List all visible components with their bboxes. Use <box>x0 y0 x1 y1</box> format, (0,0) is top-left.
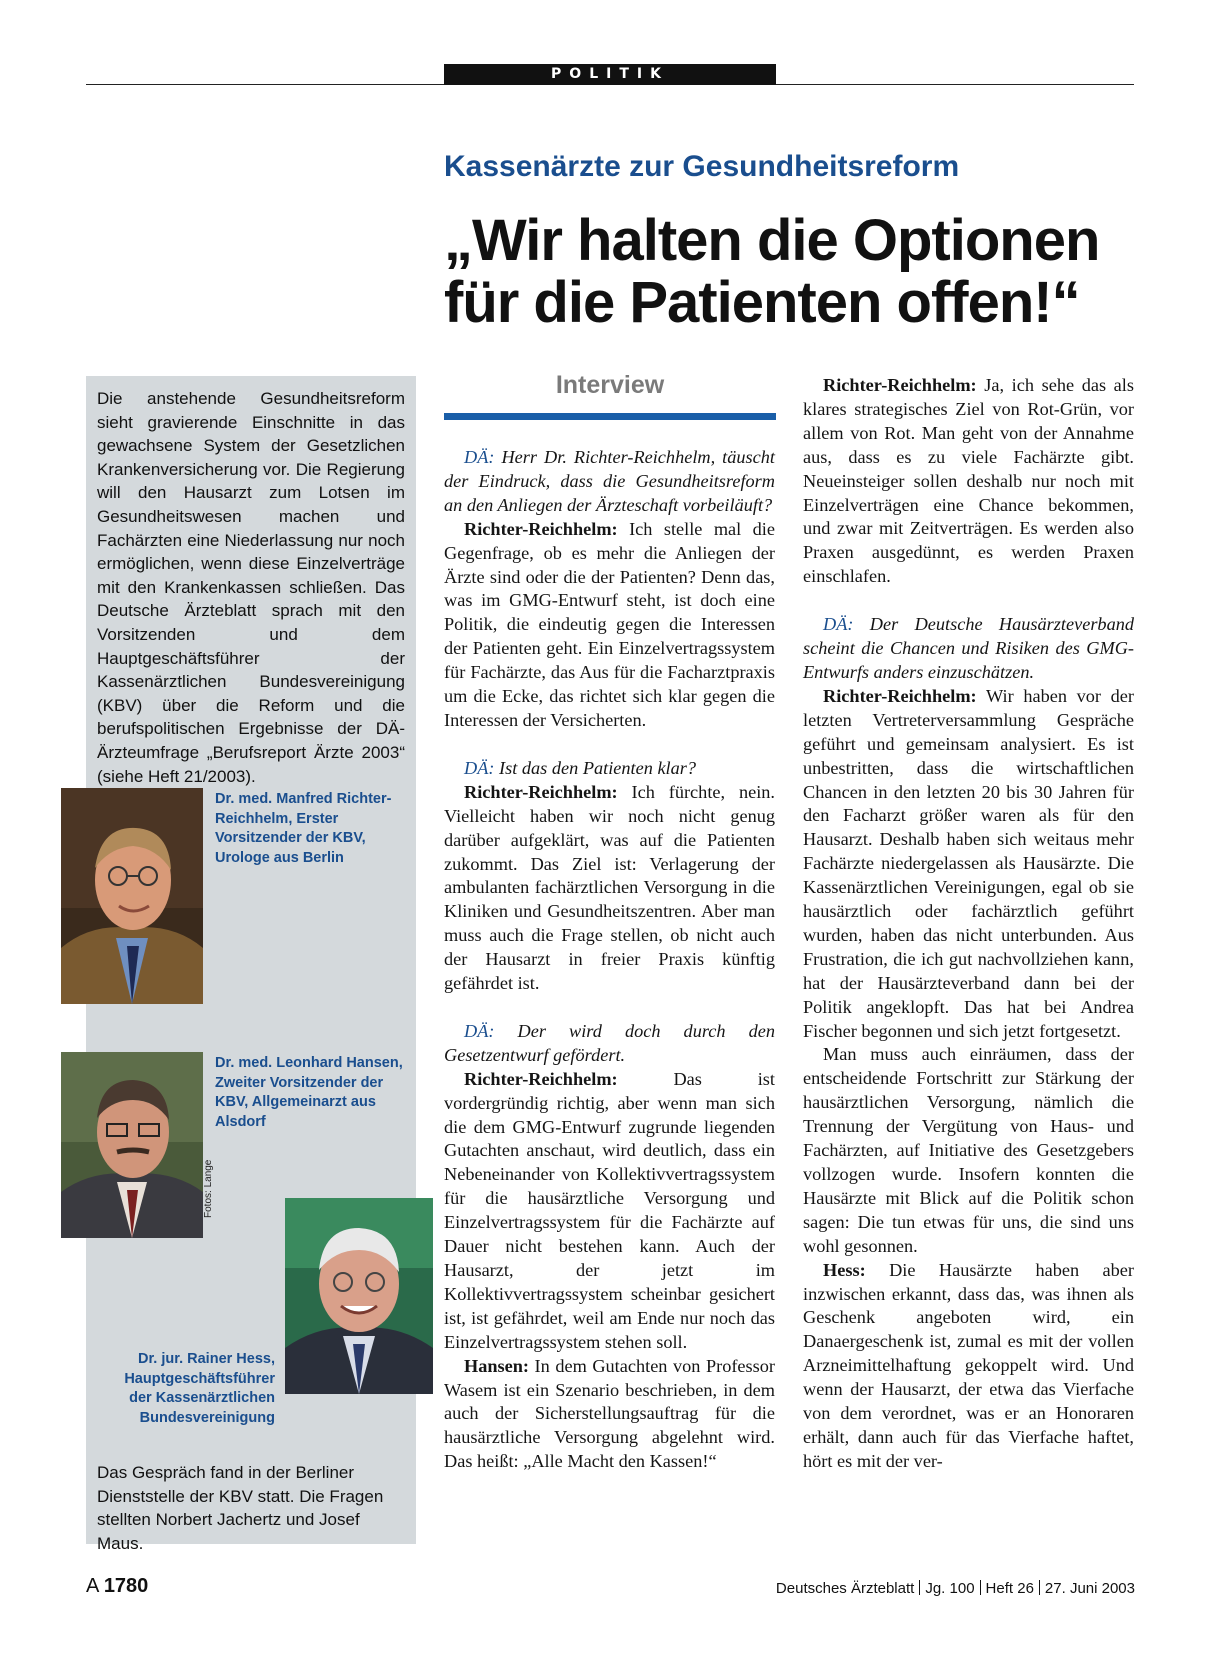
question: DÄ: Ist das den Patienten klar? <box>464 757 697 778</box>
answer: Hansen: In dem Gutachten von Professor Wasem ist ein Szenario beschrieben, in dem auch der Sicherstellungsauftrag für die hausärztliche Versorgung abgelehnt wird. Das heißt: „Alle Macht den Kassen!“ <box>444 1355 775 1472</box>
sidebar-outro: Das Gespräch fand in der Berliner Dienststelle der KBV statt. Die Fragen stellten Norbert Jachertz und Josef Maus. <box>97 1463 384 1553</box>
answer: Man muss auch einräumen, dass der entscheidende Fortschritt zur Stärkung der hausärztlichen Versorgung, nämlich die Trennung der Vergütung von Haus- und Fachärzten, auf Initiative des Gesetzgebers vollzogen wurde. Insofern konnten die Hausärzte mit Blick auf die Politik schon sagen: Die tun etwas für uns, die sind uns wohl gesonnen. <box>803 1044 1134 1256</box>
caption-richter-reichhelm: Dr. med. Manfred Richter-Reichhelm, Erster Vorsitzender der KBV, Urologe aus Berlin <box>215 791 392 866</box>
portrait-richter-reichhelm <box>61 788 203 1004</box>
page-number: A 1780 <box>86 1575 149 1597</box>
answer: Richter-Reichhelm: Ich fürchte, nein. Vielleicht haben wir noch nicht genug darüber aufgeklärt, was auf die Patienten zukommt. Das Ziel ist: Verlagerung der ambulanten fachärztlichen Versorgung in die Kliniken und Gesundheitszentren. Aber man muss auch die Frage stellen, ob nicht auch der Hausarzt in freier Praxis künftig gefährdet ist. <box>444 781 775 994</box>
answer: Richter-Reichhelm: Wir haben vor der letzten Vertreterversammlung Gespräche geführt und gemeinsam analysiert. Es ist unbestritten, dass die wirtschaftlichen Chancen in den letzten 20 bis 30 Jahren für den Facharzt größer waren als für den Hausarzt. Deshalb haben sich weitaus mehr Fachärzte niedergelassen als Hausärzte. Die Kassenärztlichen Vereinigungen, egal ob sie hausärztlich oder fachärztlich geführt wurden, haben das nicht unterbunden. Aus Frustration, die ich gut nachvollziehen kann, hat der Hausärzteverband dann bei der Politik angeklopft. Das hat bei Andrea Fischer begonnen und sich jetzt fortgesetzt. <box>803 685 1134 1041</box>
question: DÄ: Der wird doch durch den Gesetzentwurf gefördert. <box>444 1020 775 1065</box>
headline-line-1: „Wir halten die Optionen <box>444 208 1100 273</box>
answer: Richter-Reichhelm: Ich stelle mal die Gegenfrage, ob es mehr die Anliegen der Ärzte sind oder die der Patienten? Denn das, was im GMG-Entwurf steht, ist doch eine Politik, die eindeutig gegen die Interessen der Patienten geht. Ein Einzelvertragssystem für Fachärzte, das Aus für die Facharztpraxis um die Ecke, das richtet sich klar gegen die Interessen der Versicherten. <box>444 518 775 730</box>
article-kicker: Kassenärzte zur Gesundheitsreform <box>444 150 960 183</box>
portrait-hansen <box>61 1052 203 1238</box>
answer: Richter-Reichhelm: Das ist vordergründig richtig, aber wenn man sich die dem GMG-Entwurf zugrunde liegenden Gutachten anschaut, wird deutlich, dass ein Nebeneinander von Kollektivvertragssystem für die hausärztliche Versorgung und Einzelvertragssystem für die Fachärzte auf Dauer nicht bestehen kann. Auch der Hausarzt, der jetzt im Kollektivvertragssystem scheinbar gesichert ist, ist gefährdet, weil am Ende nur noch das Einzelvertragssystem stehen soll. <box>444 1068 775 1352</box>
answer: Hess: Die Hausärzte haben aber inzwischen erkannt, dass das, was ihnen als Geschenk angeboten wird, ein Danaergeschenk ist, zumal es mit der vollen Arzneimittelhaftung gekoppelt wird. Und wenn der Hausarzt, der etwa das Vierfache von dem verordnet, was er an Honoraren erhält, dann auch für das Vierfache haftet, hört es mit der ver- <box>803 1259 1134 1471</box>
interview-label: Interview <box>555 371 665 399</box>
article-column-1 <box>444 446 775 1474</box>
journal-footer: Deutsches Ärzteblatt Jg. 100 Heft 26 27. Juni 2003 <box>775 1580 1135 1597</box>
headline-line-2: für die Patienten offen!“ <box>444 270 1080 335</box>
section-rubric: POLITIK <box>444 64 776 85</box>
portrait-hess <box>285 1198 433 1394</box>
article-headline <box>444 210 1164 334</box>
photo-credit: Fotos: Lange <box>203 1159 214 1218</box>
answer: Richter-Reichhelm: Ja, ich sehe das als klares strategisches Ziel von Rot-Grün, vor allem von Rot. Man geht von der Annahme aus, dass es zu viele Fachärzte gibt. Neueinsteiger sollen deshalb nur noch mit Einzelverträgen eine Chance bekommen, und zwar mit Zeitverträgen. Es werden also Praxen ausgedünnt, es werden Praxen einschlafen. <box>803 375 1134 587</box>
sidebar-intro: Die anstehende Gesundheitsreform sieht gravierende Einschnitte in das gewachsene System der Gesetzlichen Krankenversicherung vor. Die Regierung will den Hausarzt zum Lotsen im Gesundheitswesen machen und Fachärzten eine Niederlassung nur noch ermöglichen, wenn diese Einzelverträge mit den Krankenkassen schließen. Das Deutsche Ärzteblatt sprach mit den Vorsitzenden und dem Hauptgeschäftsführer der Kassenärztlichen Bundesvereinigung (KBV) über die Reform und die berufspolitischen Ergebnisse der DÄ-Ärzteumfrage „Berufsreport Ärzte 2003“ (siehe Heft 21/2003). <box>97 389 405 786</box>
interview-bar <box>444 413 776 420</box>
caption-hansen: Dr. med. Leonhard Hansen, Zweiter Vorsitzender der KBV, Allgemeinarzt aus Alsdorf <box>215 1055 403 1130</box>
caption-hess: Dr. jur. Rainer Hess, Hauptgeschäftsführer der Kassenärztlichen Bundesvereinigung <box>124 1351 275 1426</box>
question: DÄ: Der Deutsche Hausärzteverband scheint die Chancen und Risiken des GMG-Entwurfs anders einzuschätzen. <box>803 614 1134 682</box>
question: DÄ: Herr Dr. Richter-Reichhelm, täuscht der Eindruck, dass die Gesundheitsreform an den Anliegen der Ärzteschaft vorbeiläuft? <box>444 447 775 515</box>
article-column-2 <box>803 374 1134 1474</box>
